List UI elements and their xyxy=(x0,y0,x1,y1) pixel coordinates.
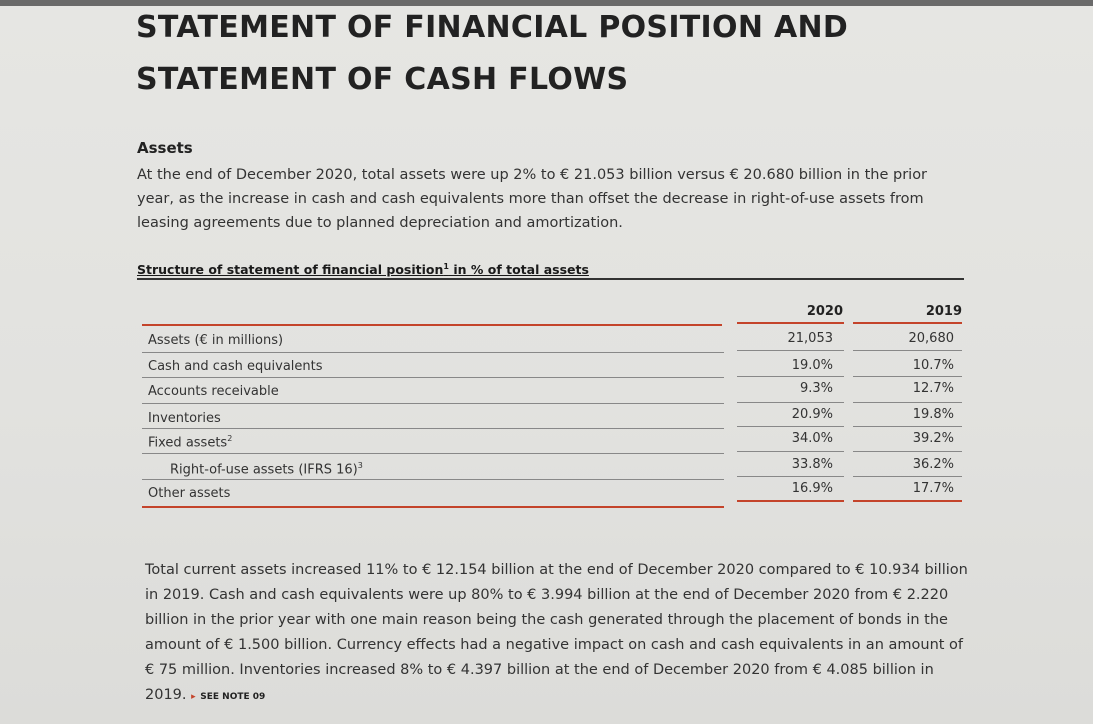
cell-fixed-assets-2020: 34.0% xyxy=(791,431,833,446)
title-line-2: STATEMENT OF CASH FLOWS xyxy=(136,62,629,97)
column-header-2020: 2020 xyxy=(806,304,843,319)
row-label-other-assets: Other assets xyxy=(148,486,231,501)
row-label-inventories: Inventories xyxy=(148,411,221,426)
table-title-rule xyxy=(137,278,964,280)
cell-assets-2020: 21,053 xyxy=(787,331,833,346)
header-rule-2019 xyxy=(853,322,962,324)
right-of-use-text: Right-of-use assets (IFRS 16) xyxy=(170,462,358,478)
header-rule-2020 xyxy=(737,322,844,324)
note-arrow-icon: ▸ xyxy=(191,692,196,702)
cell-inventories-2020: 20.9% xyxy=(791,407,833,422)
see-note-link[interactable]: SEE NOTE 09 xyxy=(200,692,266,702)
row-divider xyxy=(737,451,844,452)
header-rule-label xyxy=(142,324,722,326)
page-title xyxy=(136,2,848,106)
row-label-assets: Assets (€ in millions) xyxy=(148,333,284,348)
column-header-2019: 2019 xyxy=(925,304,962,319)
row-label-receivables: Accounts receivable xyxy=(148,384,279,399)
cell-other-assets-2019: 17.7% xyxy=(912,481,954,496)
cell-inventories-2019: 19.8% xyxy=(912,407,954,422)
cell-cash-2020: 19.0% xyxy=(791,358,833,373)
fixed-assets-footnote: 2 xyxy=(227,434,233,443)
cell-receivables-2019: 12.7% xyxy=(912,381,954,396)
row-label-cash: Cash and cash equivalents xyxy=(148,359,323,374)
table-bottom-rule-2019 xyxy=(853,500,962,502)
cell-other-assets-2020: 16.9% xyxy=(791,481,833,496)
row-divider xyxy=(142,403,724,404)
table-title xyxy=(137,262,589,277)
table-title-suffix: in % of total assets xyxy=(448,262,589,278)
assets-heading: Assets xyxy=(137,139,193,157)
row-divider xyxy=(737,426,844,427)
title-line-1: STATEMENT OF FINANCIAL POSITION AND xyxy=(136,10,849,45)
row-label-right-of-use xyxy=(170,461,363,477)
body-paragraph xyxy=(145,558,975,710)
row-divider xyxy=(142,352,724,353)
table-bottom-rule-label xyxy=(142,506,724,508)
row-divider xyxy=(737,350,844,351)
row-divider xyxy=(142,479,724,480)
right-of-use-footnote: 3 xyxy=(357,461,363,470)
cell-right-of-use-2020: 33.8% xyxy=(791,457,833,472)
row-divider xyxy=(737,476,844,477)
table-bottom-rule-2020 xyxy=(737,500,844,502)
row-divider xyxy=(142,453,724,454)
row-divider xyxy=(853,426,962,427)
row-divider xyxy=(853,451,962,452)
row-divider xyxy=(737,402,844,403)
body-paragraph-text: Total current assets increased 11% to € 12.154 billion at the end of December 2020 compared to € 10.934 billion in 2019. Cash and cash equivalents were up 80% to € 3.994 billion at the end of December 2020 from € 2.220 billion in the prior year with one main reason being the cash generated through the placement of bonds in the amount of € 1.500 billion. Currency effects had a negative impact on cash and cash equivalents in an amount of € 75 million. Inventories increased 8% to € 4.397 billion at the end of December 2020 from € 4.085 billion in 2019. xyxy=(145,562,968,703)
row-divider xyxy=(853,350,962,351)
row-divider xyxy=(853,376,962,377)
table-title-footnote: 1 xyxy=(443,262,449,271)
cell-cash-2019: 10.7% xyxy=(912,358,954,373)
fixed-assets-text: Fixed assets xyxy=(148,435,228,451)
row-divider xyxy=(142,428,724,429)
row-divider xyxy=(853,402,962,403)
cell-fixed-assets-2019: 39.2% xyxy=(912,431,954,446)
cell-right-of-use-2019: 36.2% xyxy=(912,457,954,472)
row-label-fixed-assets xyxy=(148,434,232,450)
cell-assets-2019: 20,680 xyxy=(908,331,954,346)
row-divider xyxy=(142,377,724,378)
intro-paragraph: At the end of December 2020, total assets were up 2% to € 21.053 billion versus € 20.680 billion in the prior year, as the increase in cash and cash equivalents more than offset the decrease in right-of-use assets from leasing agreements due to planned depreciation and amortization. xyxy=(137,167,928,231)
row-divider xyxy=(853,476,962,477)
cell-receivables-2020: 9.3% xyxy=(799,381,833,396)
table-title-text: Structure of statement of financial position xyxy=(137,262,444,278)
row-divider xyxy=(737,376,844,377)
